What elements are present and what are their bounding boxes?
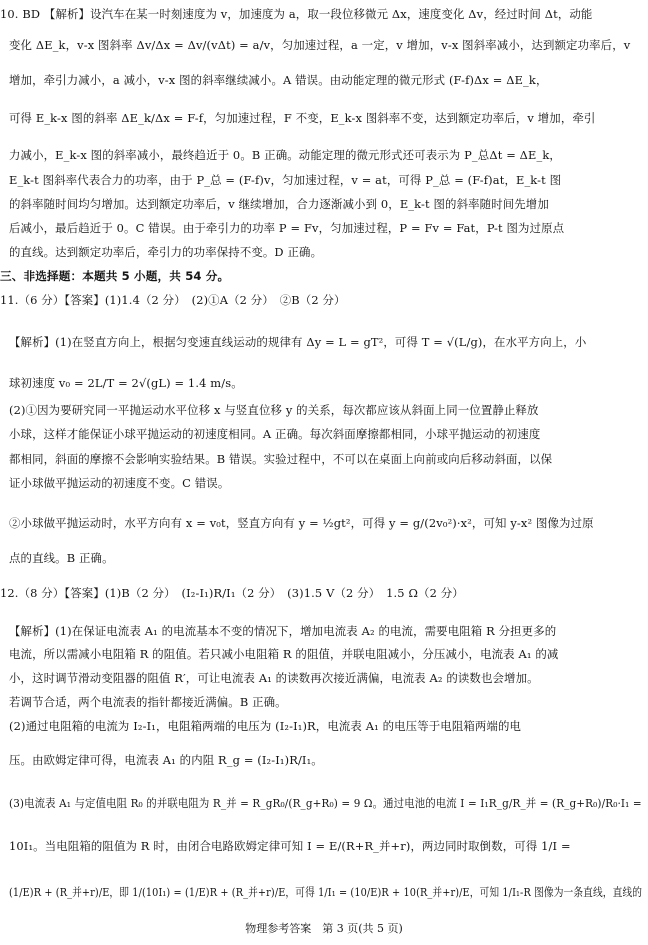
q10-line-2: 变化 ΔE_k，v-x 图斜率 Δv/Δx = Δv/(vΔt) = a/v，匀加速过程，a 一定，v 增加，v-x 图斜率减小，达到额定功率后，v (9, 38, 631, 52)
page-footer: 物理参考答案 第 3 页(共 5 页) (245, 922, 403, 935)
q10-line-8: 后减小，最后趋近于 0。C 错误。由于牵引力的功率 P = Fv，匀加速过程，P = Fv = Fat，P-t 图为过原点 (9, 221, 565, 235)
q10-line-3: 增加，牵引力减小，a 减小，v-x 图的斜率继续减小。A 错误。由动能定理的微元形式 (F-f)Δx = ΔE_k， (9, 73, 548, 87)
q10-line-9: 的直线。达到额定功率后，牵引力的功率保持不变。D 正确。 (9, 245, 323, 259)
q10-line-1: 10. BD 【解析】设汽车在某一时刻速度为 v，加速度为 a，取一段位移微元 Δx，速度变化 Δv，经过时间 Δt，动能 (0, 7, 593, 21)
q11-line-1: 【解析】(1)在竖直方向上，根据匀变速直线运动的规律有 Δy = L = gT²，可得 T = √(L/g)，在水平方向上，小 (9, 335, 587, 349)
section-heading: 三、非选择题：本题共 5 小题，共 54 分。 (0, 269, 230, 283)
q11-line-2: 球初速度 v₀ = 2L/T = 2√(gL) = 1.4 m/s。 (9, 376, 243, 390)
q12-line-3: 小，这时调节滑动变阻器的阻值 R′，可让电流表 A₁ 的读数再次接近满偏，电流表 A₂ 的读数也会增加。 (9, 671, 539, 685)
q12-line-9: (1/E)R + (R_并+r)/E，即 1/(10I₁) = (1/E)R + (R_并+r)/E，可得 1/I₁ = (10/E)R + 10(R_并+r)/E，可知 1/I₁-R 图像为一条直线，直线的 (9, 885, 643, 899)
q12-line-4: 若调节合适，两个电流表的指针都接近满偏。B 正确。 (9, 695, 287, 709)
q12-line-2: 电流，所以需减小电阻箱 R 的阻值。若只减小电阻箱 R 的阻值，并联电阻减小，分压减小，电流表 A₁ 的减 (9, 647, 559, 661)
q11-line-4: 小球，这样才能保证小球平抛运动的初速度相同。A 正确。每次斜面摩擦都相同，小球平抛运动的初速度 (9, 427, 541, 441)
q12-answer: 12.（8 分）【答案】(1)B（2 分） (I₂-I₁)R/I₁（2 分） (3)1.5 V（2 分） 1.5 Ω（2 分） (0, 586, 464, 600)
q12-line-1: 【解析】(1)在保证电流表 A₁ 的电流基本不变的情况下，增加电流表 A₂ 的电流，需要电阻箱 R 分担更多的 (9, 624, 557, 638)
q11-line-8: 点的直线。B 正确。 (9, 551, 114, 565)
q12-line-6: 压。由欧姆定律可得，电流表 A₁ 的内阻 R_g = (I₂-I₁)R/I₁。 (9, 753, 323, 767)
q10-line-6: E_k-t 图斜率代表合力的功率，由于 P_总 = (F-f)v，匀加速过程，v = at，可得 P_总 = (F-f)at，E_k-t 图 (9, 173, 562, 187)
q10-line-4: 可得 E_k-x 图的斜率 ΔE_k/Δx = F-f，匀加速过程，F 不变，E_k-x 图斜率不变，达到额定功率后，v 增加，牵引 (9, 111, 596, 125)
q12-line-7: (3)电流表 A₁ 与定值电阻 R₀ 的并联电阻为 R_并 = R_gR₀/(R_g+R₀) = 9 Ω。通过电池的电流 I = I₁R_g/R_并 = (R_g+R₀)/R₀·I₁ = (9, 796, 642, 810)
q11-answer: 11.（6 分）【答案】(1)1.4（2 分） (2)①A（2 分） ②B（2 分） (0, 293, 346, 307)
q10-line-7: 的斜率随时间均匀增加。达到额定功率后，v 继续增加，合力逐渐减小到 0，E_k-t 图的斜率随时间先增加 (9, 197, 549, 211)
q11-line-5: 都相同，斜面的摩擦不会影响实验结果。B 错误。实验过程中，不可以在桌面上向前或向后移动斜面，以保 (9, 452, 553, 466)
q10-line-5: 力减小，E_k-x 图的斜率减小，最终趋近于 0。B 正确。动能定理的微元形式还可表示为 P_总Δt = ΔE_k， (9, 148, 561, 162)
q11-line-3: (2)①因为要研究同一平抛运动水平位移 x 与竖直位移 y 的关系，每次都应该从斜面上同一位置静止释放 (9, 403, 539, 417)
q12-line-8: 10I₁。当电阻箱的阻值为 R 时，由闭合电路欧姆定律可知 I = E/(R+R_并+r)，两边同时取倒数，可得 1/I = (9, 839, 571, 853)
q11-line-7: ②小球做平抛运动时，水平方向有 x = v₀t，竖直方向有 y = ½gt²，可得 y = g/(2v₀²)·x²，可知 y-x² 图像为过原 (9, 516, 594, 530)
q12-line-5: (2)通过电阻箱的电流为 I₂-I₁，电阻箱两端的电压为 (I₂-I₁)R，电流表 A₁ 的电压等于电阻箱两端的电 (9, 719, 522, 733)
q11-line-6: 证小球做平抛运动的初速度不变。C 错误。 (9, 476, 230, 490)
